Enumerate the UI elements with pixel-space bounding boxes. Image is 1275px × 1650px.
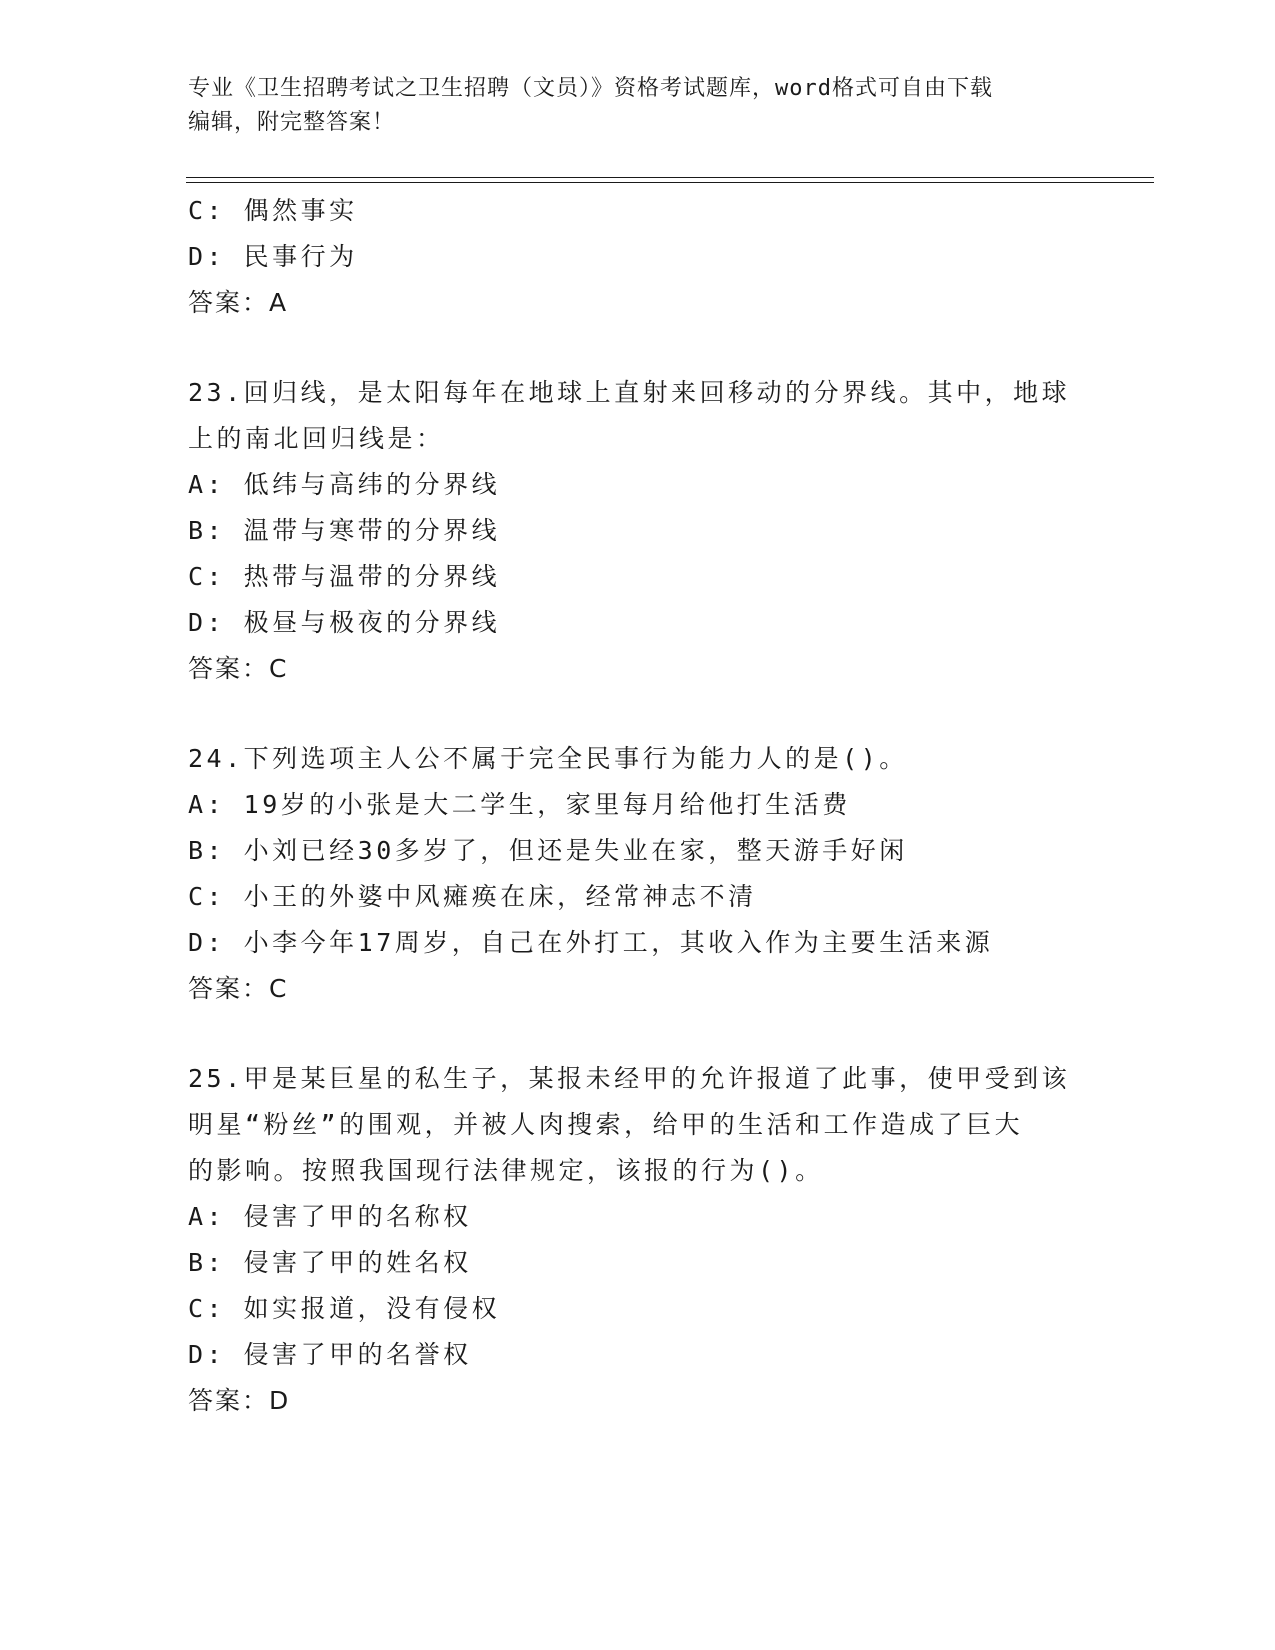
option-text: 侵害了甲的姓名权 (243, 1248, 472, 1277)
header-rule-bottom (186, 182, 1154, 183)
option-c (188, 188, 1088, 234)
page-header (188, 72, 1088, 140)
option-text: 小王的外婆中风瘫痪在床，经常神志不清 (243, 882, 757, 911)
option-label: A: (188, 470, 226, 499)
option-a (188, 782, 1088, 828)
answer: 答案：C (188, 654, 289, 683)
option-label: C: (188, 562, 226, 591)
option-c (188, 874, 1088, 920)
previous-question-block (188, 188, 1088, 326)
option-text: 侵害了甲的名称权 (243, 1202, 472, 1231)
option-label: D: (188, 608, 226, 637)
option-label: B: (188, 836, 226, 865)
option-text: 19岁的小张是大二学生，家里每月给他打生活费 (243, 790, 851, 819)
option-label: B: (188, 516, 226, 545)
question-stem-line: 24.下列选项主人公不属于完全民事行为能力人的是()。 (188, 744, 908, 773)
question-stem-line: 的影响。按照我国现行法律规定，该报的行为()。 (188, 1156, 824, 1185)
question-stem-line: 明星“粉丝”的围观，并被人肉搜索，给甲的生活和工作造成了巨大 (188, 1110, 1024, 1139)
answer: 答案：C (188, 974, 289, 1003)
option-text: 低纬与高纬的分界线 (243, 470, 501, 499)
question-content (188, 188, 1088, 1424)
option-text: 小刘已经30多岁了，但还是失业在家，整天游手好闲 (243, 836, 908, 865)
option-text: 热带与温带的分界线 (243, 562, 501, 591)
header-line-1: 专业《卫生招聘考试之卫生招聘（文员）》资格考试题库，word格式可自由下载 (188, 76, 993, 101)
option-c (188, 1286, 1088, 1332)
question-24 (188, 736, 1088, 1012)
option-d (188, 920, 1088, 966)
option-d (188, 234, 1088, 280)
option-text: 偶然事实 (243, 196, 358, 225)
question-23 (188, 370, 1088, 692)
option-a (188, 1194, 1088, 1240)
answer: 答案：A (188, 288, 289, 317)
option-b (188, 828, 1088, 874)
option-label: C: (188, 1294, 226, 1323)
option-label: C: (188, 196, 226, 225)
option-label: A: (188, 1202, 226, 1231)
question-stem-line: 上的南北回归线是： (188, 424, 445, 453)
option-label: D: (188, 1340, 226, 1369)
option-d (188, 1332, 1088, 1378)
option-text: 侵害了甲的名誉权 (243, 1340, 472, 1369)
answer: 答案：D (188, 1386, 291, 1415)
option-c (188, 554, 1088, 600)
option-a (188, 462, 1088, 508)
question-25 (188, 1056, 1088, 1424)
option-label: A: (188, 790, 226, 819)
option-text: 小李今年17周岁，自己在外打工，其收入作为主要生活来源 (243, 928, 994, 957)
option-d (188, 600, 1088, 646)
option-label: D: (188, 928, 226, 957)
header-rule-top (186, 177, 1154, 178)
option-text: 极昼与极夜的分界线 (243, 608, 501, 637)
option-text: 温带与寒带的分界线 (243, 516, 501, 545)
option-b (188, 508, 1088, 554)
question-stem-line: 23.回归线，是太阳每年在地球上直射来回移动的分界线。其中，地球 (188, 378, 1071, 407)
header-line-2: 编辑，附完整答案！ (188, 110, 396, 135)
question-stem-line: 25.甲是某巨星的私生子，某报未经甲的允许报道了此事，使甲受到该 (188, 1064, 1071, 1093)
option-b (188, 1240, 1088, 1286)
option-text: 民事行为 (243, 242, 358, 271)
option-label: C: (188, 882, 226, 911)
option-label: B: (188, 1248, 226, 1277)
option-label: D: (188, 242, 226, 271)
option-text: 如实报道，没有侵权 (243, 1294, 501, 1323)
